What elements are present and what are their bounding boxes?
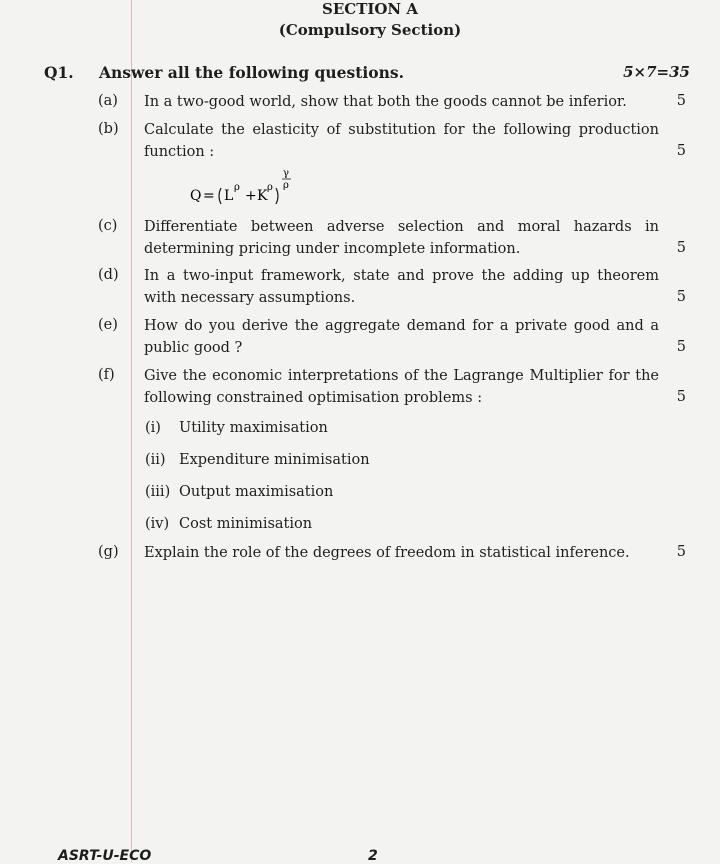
formula-rho-2: ρ <box>267 182 273 193</box>
section-title: SECTION A <box>321 0 419 18</box>
item-text-f: Give the economic interpretations of the Lagrange Multiplier for the following constrained optimisation problems : <box>144 368 659 406</box>
item-label-d: (d) <box>98 267 119 283</box>
formula-rho-1: ρ <box>234 182 240 193</box>
item-label-a: (a) <box>98 93 118 109</box>
item-text-c: Differentiate between adverse selection and moral hazards in determining pricing under incomplete information. <box>144 219 659 257</box>
item-marks-b: 5 <box>676 143 686 159</box>
subitem-label: (i) <box>145 420 161 436</box>
subitem-text: Utility maximisation <box>179 420 328 436</box>
footer-page-number: 2 <box>368 848 378 864</box>
item-label-c: (c) <box>98 218 118 234</box>
item-text-a: In a two-good world, show that both the goods cannot be inferior. <box>144 94 627 110</box>
item-text-d: In a two-input framework, state and prove the adding up theorem with necessary assumptions. <box>144 268 659 306</box>
subitem-label: (iv) <box>145 516 170 532</box>
formula-k: K <box>257 188 268 204</box>
question-marks: 5×7=35 <box>623 63 690 81</box>
item-marks-g: 5 <box>676 544 686 560</box>
item-marks-a: 5 <box>676 93 686 109</box>
item-label-g: (g) <box>98 544 119 560</box>
item-text-b: Calculate the elasticity of substitution for the following production function : <box>144 122 659 160</box>
item-marks-c: 5 <box>676 240 686 256</box>
question-number: Q1. <box>44 63 74 82</box>
section-subtitle: (Compulsory Section) <box>278 21 462 39</box>
item-label-f: (f) <box>98 367 115 383</box>
item-text-g: Explain the role of the degrees of freedom in statistical inference. <box>144 545 630 561</box>
margin-line <box>131 0 132 862</box>
item-marks-e: 5 <box>676 339 686 355</box>
item-label-e: (e) <box>98 317 118 333</box>
question-instruction: Answer all the following questions. <box>99 63 405 82</box>
formula-left-paren <box>219 188 221 204</box>
subitem-label: (iii) <box>145 484 171 500</box>
subitem-text: Expenditure minimisation <box>179 452 370 468</box>
formula-rho-3: ρ <box>283 180 289 191</box>
item-marks-d: 5 <box>676 289 686 305</box>
subitem-text: Cost minimisation <box>179 516 313 532</box>
formula-equals: = <box>203 188 215 204</box>
subitem-text: Output maximisation <box>179 484 334 500</box>
subitem-label: (ii) <box>145 452 166 468</box>
formula-q: Q <box>190 188 202 204</box>
formula-right-paren <box>276 188 278 204</box>
formula-gamma: γ <box>283 168 289 179</box>
formula-plus: + <box>245 188 257 204</box>
footer-paper-code: ASRT-U-ECO <box>58 848 152 864</box>
production-function-formula <box>190 164 320 210</box>
item-label-b: (b) <box>98 121 119 137</box>
item-text-e: How do you derive the aggregate demand for a private good and a public good ? <box>144 318 659 356</box>
item-marks-f: 5 <box>676 389 686 405</box>
formula-l: L <box>224 188 234 204</box>
